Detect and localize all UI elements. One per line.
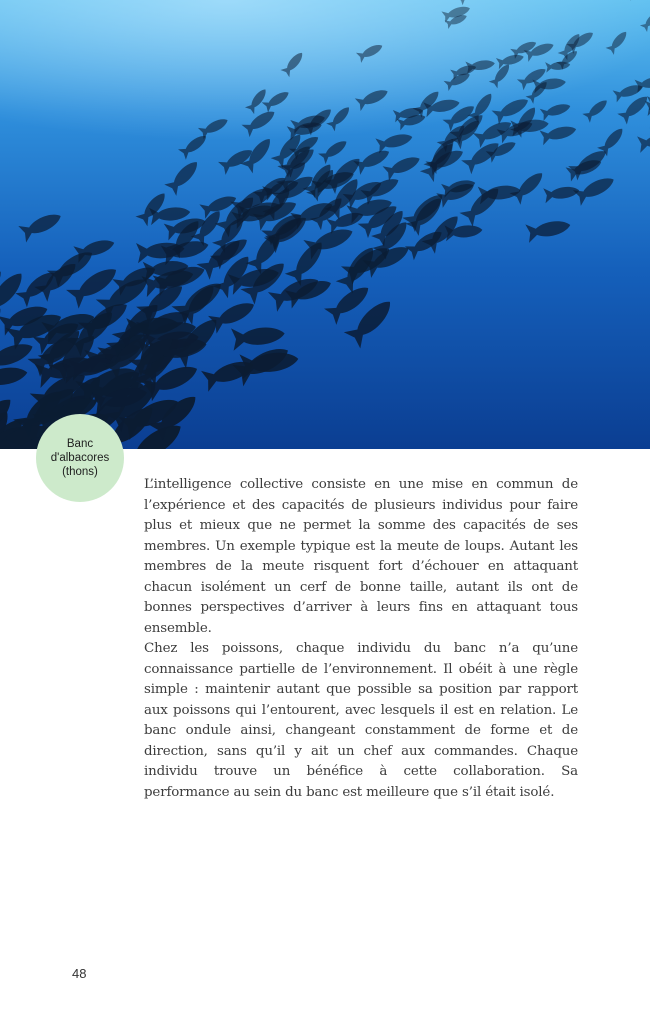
paragraph-2: Chez les poissons, chaque individu du banc n’a qu’une connaissance partielle de l’environnement. Il obéit à une règle simple : maintenir autant que possible sa position par rapport aux poissons qui l’entourent, avec lesquels il est en relation. Le banc ondule ainsi, changeant constamment de forme et de direction, sans qu’il y ait un chef aux commandes. Chaque individu trouve un bénéfice à cette collaboration. Sa performance au sein du banc est meilleure que s’il était isolé. bbox=[144, 641, 578, 800]
photo-caption: Banc d'albacores (thons) bbox=[50, 438, 110, 478]
page-number: 48 bbox=[72, 966, 87, 981]
photo-caption-bubble bbox=[36, 414, 124, 502]
fish-school-photo bbox=[0, 0, 650, 449]
paragraph-1: L’intelligence collective consiste en une mise en commun de l’expérience et des capacités de plusieurs individus pour faire plus et mieux que ne permet la somme des capacités de ses membres. Un exemple typique est la meute de loups. Autant les membres de la meute risquent fort d’échouer en attaquant chacun isolément un cerf de bonne taille, autant ils ont de bonnes perspectives d’arriver à leurs fins en attaquant tous ensemble. bbox=[144, 477, 578, 636]
body-text bbox=[144, 475, 578, 803]
